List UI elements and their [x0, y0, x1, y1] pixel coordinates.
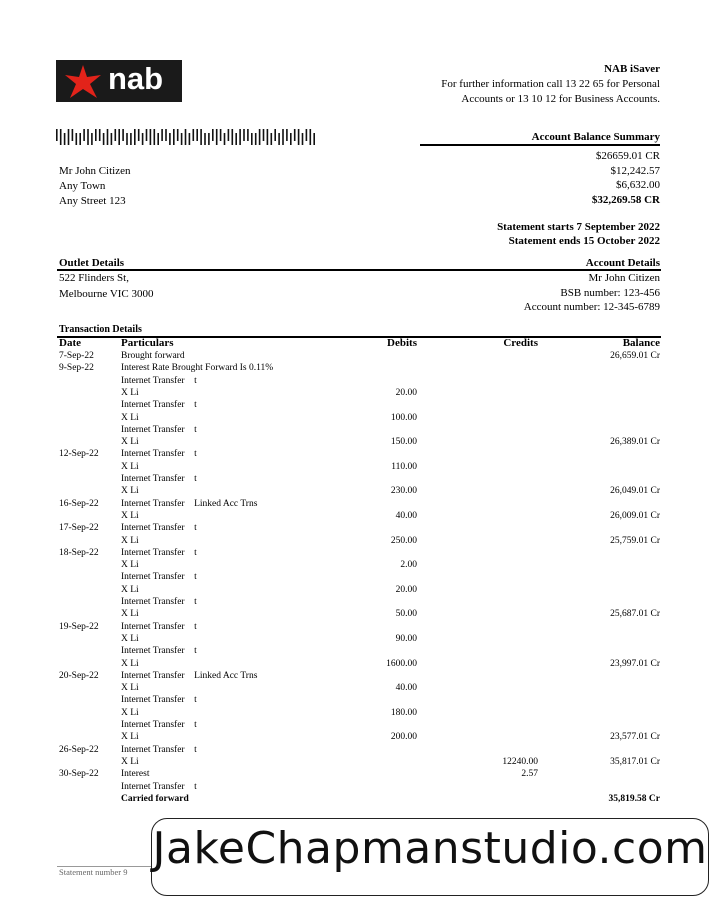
barcode-bar [165, 129, 167, 141]
barcode-bar [95, 129, 97, 141]
tx-particulars: Internet Transfer t [121, 781, 197, 792]
tx-particulars: Internet Transfer t [121, 646, 197, 657]
tx-particulars: Internet Transfer t [121, 547, 197, 558]
watermark-text: JakeChapmanstudio.com [152, 823, 708, 874]
tx-debit: 100.00 [390, 412, 417, 423]
barcode-bar [72, 129, 74, 141]
summary-value: $12,242.57 [610, 164, 660, 177]
tx-particulars: X Li [121, 658, 139, 669]
barcode-bar [228, 129, 230, 141]
account-details [524, 271, 660, 315]
summary-value: $26659.01 CR [595, 150, 660, 162]
tx-balance: 26,009.01 Cr [610, 510, 660, 521]
tx-debit: 40.00 [395, 683, 417, 694]
barcode-bar [146, 129, 148, 141]
barcode-bar [115, 129, 117, 141]
barcode-bar [99, 129, 101, 141]
bsb-number: BSB number: 123-456 [560, 286, 660, 299]
barcode-bar [142, 133, 144, 145]
barcode-bar [161, 129, 163, 141]
barcode-bar [185, 129, 187, 145]
barcode-bar [196, 129, 198, 141]
tx-particulars: Internet Transfer t [121, 523, 197, 534]
tx-balance: 35,819.58 Cr [608, 793, 660, 804]
watermark-box [151, 818, 709, 896]
barcode-bar [193, 129, 195, 141]
barcode-bar [169, 133, 171, 145]
tx-debit: 2.00 [400, 560, 417, 571]
summary-values [592, 149, 660, 207]
tx-credit: 2.57 [521, 769, 538, 780]
barcode-bar [56, 129, 58, 141]
barcode-bar [118, 129, 120, 145]
statement-period [497, 220, 660, 248]
summary-title: Account Balance Summary [420, 131, 660, 146]
barcode-bar [302, 133, 304, 145]
barcode-bar [282, 129, 284, 145]
barcode-bar [274, 129, 276, 141]
barcode-bar [68, 129, 70, 145]
outlet-title: Outlet Details [59, 257, 125, 269]
tx-particulars: Internet Transfer Linked Acc Trns [121, 670, 258, 681]
barcode-bar [126, 133, 128, 145]
barcode-bar [154, 129, 156, 145]
barcode-bar [255, 133, 257, 145]
tx-debit: 250.00 [390, 535, 417, 546]
summary-value: $6,632.00 [616, 179, 660, 192]
barcode-bar [83, 129, 85, 141]
tx-particulars: X Li [121, 486, 139, 497]
tx-particulars: X Li [121, 683, 139, 694]
nab-logo [56, 60, 182, 102]
barcode-bar [286, 129, 288, 141]
summary-total: $32,269.58 CR [591, 193, 660, 206]
tx-balance: 23,577.01 Cr [610, 732, 660, 743]
tx-debit: 230.00 [390, 486, 417, 497]
tx-particulars: Internet Transfer t [121, 424, 197, 435]
tx-date: 26-Sep-22 [59, 744, 99, 755]
barcode-bar [177, 129, 179, 141]
customer-name: Mr John Citizen [59, 165, 131, 177]
tx-debit: 20.00 [395, 584, 417, 595]
tx-particulars: X Li [121, 535, 139, 546]
barcode-bar [181, 133, 183, 145]
barcode-bar [204, 133, 206, 145]
outlet-line: Melbourne VIC 3000 [59, 287, 154, 300]
barcode-bar [150, 129, 152, 145]
tx-debit: 150.00 [390, 437, 417, 448]
statement-start: Statement starts 7 September 2022 [497, 221, 660, 233]
barcode-bar [189, 133, 191, 145]
tx-particulars: Internet Transfer t [121, 597, 197, 607]
barcode-bar [259, 129, 261, 145]
tx-particulars: Internet Transfer t [121, 744, 197, 755]
outlet-line: 522 Flinders St, [59, 272, 129, 284]
customer-address [59, 164, 131, 208]
barcode-bar [200, 129, 202, 145]
account-name: Mr John Citizen [588, 272, 660, 284]
transactions-title: Transaction Details [59, 324, 142, 335]
tx-date: 16-Sep-22 [59, 498, 99, 509]
tx-particulars: Carried forward [121, 793, 189, 804]
barcode-bar [130, 133, 132, 145]
barcode-bar [310, 129, 312, 145]
tx-balance: 23,997.01 Cr [610, 658, 660, 669]
tx-date: 18-Sep-22 [59, 547, 99, 558]
header-info [441, 62, 660, 107]
barcode-bar [298, 129, 300, 145]
barcode-bar [91, 133, 93, 145]
barcode-bar [294, 129, 296, 141]
barcode-bar [235, 133, 237, 145]
tx-date: 20-Sep-22 [59, 670, 99, 681]
tx-debit: 200.00 [390, 732, 417, 743]
col-header-credits: Credits [503, 337, 538, 349]
info-line-2: Accounts or 13 10 12 for Business Accounts. [461, 93, 660, 105]
tx-debit: 90.00 [395, 633, 417, 644]
barcode-bar [76, 133, 78, 145]
barcode-bar [271, 133, 273, 145]
tx-date: 19-Sep-22 [59, 621, 99, 632]
barcode-bar [278, 133, 280, 145]
barcode-bar [263, 129, 265, 141]
tx-date: 30-Sep-22 [59, 769, 99, 780]
tx-particulars: Internet Transfer t [121, 400, 197, 411]
barcode-bar [243, 129, 245, 141]
tx-particulars: X Li [121, 437, 139, 448]
barcode-bar [239, 129, 241, 145]
barcode-bar [306, 129, 308, 141]
tx-particulars: Internet Transfer t [121, 449, 197, 460]
tx-particulars: Internet Transfer t [121, 474, 197, 484]
tx-particulars: X Li [121, 633, 139, 644]
barcode-bar [290, 133, 292, 145]
barcode-bar [220, 129, 222, 141]
tx-balance: 35,817.01 Cr [610, 756, 660, 767]
tx-particulars: Internet Transfer Linked Acc Trns [121, 498, 258, 509]
tx-particulars: Internet Transfer t [121, 572, 197, 583]
tx-date: 12-Sep-22 [59, 449, 99, 460]
account-title: Account Details [585, 257, 660, 269]
barcode-bar [232, 129, 234, 145]
outlet-details [59, 271, 154, 302]
statement-number: Statement number 9 [59, 867, 128, 877]
account-number: Account number: 12-345-6789 [523, 301, 660, 314]
col-header-balance: Balance [622, 337, 660, 349]
customer-town: Any Town [59, 179, 106, 192]
tx-particulars: X Li [121, 461, 139, 472]
tx-particulars: X Li [121, 387, 139, 398]
tx-debit: 110.00 [391, 461, 417, 472]
barcode-bar [138, 129, 140, 141]
tx-particulars: X Li [121, 707, 139, 718]
tx-particulars: Interest [121, 769, 150, 780]
tx-debit: 1600.00 [386, 658, 417, 669]
barcode-bar [251, 133, 253, 145]
tx-credit: 12240.00 [502, 756, 538, 767]
star-icon [62, 64, 104, 100]
barcode-bar [122, 129, 124, 141]
tx-date: 17-Sep-22 [59, 523, 99, 534]
postal-barcode [56, 129, 318, 145]
tx-date: 9-Sep-22 [59, 363, 94, 374]
tx-balance: 26,659.01 Cr [610, 351, 660, 361]
tx-particulars: Internet Transfer t [121, 695, 197, 706]
tx-particulars: X Li [121, 560, 139, 571]
info-line-1: For further information call 13 22 65 for Personal [441, 78, 660, 90]
product-name: NAB iSaver [604, 63, 660, 75]
tx-date: 7-Sep-22 [59, 351, 94, 361]
tx-particulars: Interest Rate Brought Forward Is 0.11% [121, 363, 274, 374]
col-header-particulars: Particulars [121, 337, 174, 349]
barcode-bar [212, 129, 214, 141]
barcode-bar [79, 133, 81, 145]
tx-particulars: X Li [121, 412, 139, 423]
tx-balance: 26,049.01 Cr [610, 486, 660, 497]
barcode-bar [157, 133, 159, 145]
tx-balance: 25,687.01 Cr [610, 609, 660, 620]
customer-street: Any Street 123 [59, 194, 126, 207]
barcode-bar [107, 129, 109, 145]
barcode-bar [267, 129, 269, 145]
tx-balance: 25,759.01 Cr [610, 535, 660, 546]
barcode-bar [134, 129, 136, 145]
col-header-date: Date [59, 337, 81, 349]
tx-particulars: X Li [121, 732, 139, 743]
barcode-bar [60, 129, 62, 145]
tx-debit: 180.00 [390, 707, 417, 718]
tx-particulars: X Li [121, 510, 139, 521]
tx-particulars: X Li [121, 609, 139, 620]
tx-debit: 20.00 [395, 387, 417, 398]
tx-particulars: X Li [121, 756, 139, 767]
tx-particulars: Brought forward [121, 351, 185, 361]
barcode-bar [111, 133, 113, 145]
barcode-bar [208, 133, 210, 145]
barcode-bar [224, 133, 226, 145]
barcode-bar [313, 133, 315, 145]
barcode-bar [173, 129, 175, 145]
barcode-bar [87, 129, 89, 145]
col-header-debits: Debits [387, 337, 417, 349]
tx-balance: 26,389.01 Cr [610, 437, 660, 448]
logo-text: nab [108, 61, 164, 96]
tx-debit: 50.00 [395, 609, 417, 620]
barcode-bar [103, 133, 105, 145]
tx-debit: 40.00 [395, 510, 417, 521]
barcode-bar [64, 133, 66, 145]
tx-particulars: X Li [121, 584, 139, 595]
barcode-bar [247, 129, 249, 141]
statement-end: Statement ends 15 October 2022 [508, 235, 660, 247]
tx-particulars: Internet Transfer t [121, 621, 197, 632]
tx-particulars: Internet Transfer t [121, 375, 197, 386]
tx-particulars: Internet Transfer t [121, 720, 197, 730]
barcode-bar [216, 129, 218, 145]
